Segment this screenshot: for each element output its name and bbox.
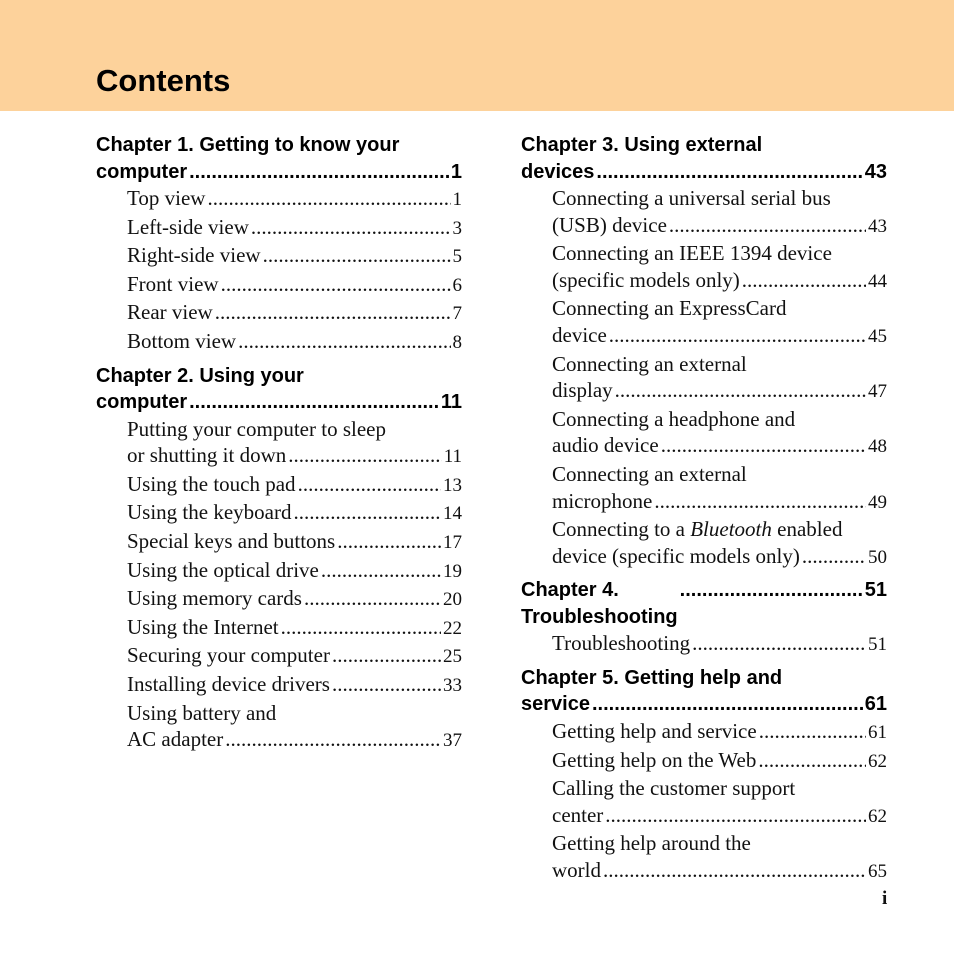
dot-leader xyxy=(592,691,863,718)
toc-entry[interactable] xyxy=(552,830,887,885)
toc-entry[interactable] xyxy=(127,614,462,643)
dot-leader xyxy=(332,642,441,669)
toc-entry-row[interactable] xyxy=(552,267,887,296)
dot-leader xyxy=(596,159,862,186)
toc-entry-list xyxy=(521,630,887,659)
toc-entry[interactable] xyxy=(127,299,462,328)
toc-entry-text: Installing device drivers xyxy=(127,671,330,696)
toc-entry-row[interactable] xyxy=(552,432,887,461)
toc-entry-text: Using memory cards xyxy=(127,586,302,611)
chapter-page-number: 1 xyxy=(450,160,462,183)
dot-leader xyxy=(802,543,866,570)
chapter-page-number: 43 xyxy=(864,160,887,183)
toc-entry-page: 17 xyxy=(443,531,462,553)
dot-leader xyxy=(221,271,451,298)
chapter-page-number: 61 xyxy=(864,693,887,716)
toc-entry-page: 50 xyxy=(868,546,887,568)
toc-entry[interactable] xyxy=(127,700,462,755)
toc-entry[interactable] xyxy=(127,557,462,586)
toc-entry-text: (USB) device xyxy=(552,212,667,237)
toc-entry-row[interactable] xyxy=(127,214,462,243)
toc-entry-row[interactable] xyxy=(552,322,887,351)
toc-entry[interactable] xyxy=(127,585,462,614)
toc-entry-row[interactable] xyxy=(552,488,887,517)
toc-entry-line: Calling the customer support xyxy=(552,776,796,801)
toc-entry-line: Connecting a headphone and xyxy=(552,406,796,431)
dot-leader xyxy=(758,747,866,774)
toc-entry-page: 44 xyxy=(868,270,887,292)
dot-leader xyxy=(281,614,441,641)
toc-entry-page: 51 xyxy=(868,634,887,656)
toc-entry[interactable] xyxy=(552,516,887,571)
chapter-title-row[interactable] xyxy=(96,159,462,186)
chapter-heading[interactable] xyxy=(521,577,887,630)
toc-entry[interactable] xyxy=(127,471,462,500)
toc-entry-row[interactable] xyxy=(127,242,462,271)
dot-leader xyxy=(288,442,441,469)
toc-entry-page: 62 xyxy=(868,805,887,827)
toc-entry-page: 49 xyxy=(868,491,887,513)
toc-entry-text: world xyxy=(552,857,601,882)
dot-leader xyxy=(603,857,866,884)
dot-leader xyxy=(298,471,441,498)
toc-entry-list xyxy=(521,185,887,571)
toc-entry-row[interactable] xyxy=(552,377,887,406)
toc-entry-row[interactable] xyxy=(552,543,887,572)
toc-entry[interactable] xyxy=(127,642,462,671)
toc-entry-page: 45 xyxy=(868,325,887,347)
chapter-heading[interactable] xyxy=(521,132,887,185)
toc-entry-text: device xyxy=(552,322,607,347)
toc-entry-row[interactable] xyxy=(127,328,462,357)
toc-entry-text: (specific models only) xyxy=(552,267,740,292)
dot-leader xyxy=(692,630,866,657)
dot-leader xyxy=(609,322,866,349)
toc-entry[interactable] xyxy=(552,351,887,406)
toc-entry-row[interactable] xyxy=(127,528,462,557)
dot-leader xyxy=(293,499,441,526)
toc-entry-row[interactable] xyxy=(127,726,462,755)
toc-entry-page: 3 xyxy=(452,217,462,239)
toc-entry-page: 62 xyxy=(868,750,887,772)
toc-entry[interactable] xyxy=(127,528,462,557)
chapter-page-number: 11 xyxy=(440,391,462,414)
chapter-title-line: Chapter 5. Getting help and xyxy=(521,666,783,689)
toc-entry-text: Right-side view xyxy=(127,243,261,268)
toc-entry-text: Bottom view xyxy=(127,328,237,353)
toc-entry-text: Special keys and buttons xyxy=(127,528,336,553)
toc-entry[interactable] xyxy=(552,775,887,830)
chapter-section xyxy=(96,363,462,755)
dot-leader xyxy=(238,328,450,355)
chapter-heading[interactable] xyxy=(96,132,462,185)
toc-entry[interactable] xyxy=(552,630,887,659)
toc-entry-page: 7 xyxy=(452,303,462,325)
toc-entry[interactable] xyxy=(552,461,887,516)
toc-entry-row[interactable] xyxy=(127,499,462,528)
toc-entry[interactable] xyxy=(552,747,887,776)
toc-entry-row[interactable] xyxy=(127,614,462,643)
dot-leader xyxy=(680,577,863,604)
toc-entry-text: audio device xyxy=(552,433,659,458)
toc-entry-line: Connecting a universal serial bus xyxy=(552,186,831,210)
toc-entry-page: 1 xyxy=(452,189,462,210)
toc-entry-page: 14 xyxy=(443,503,462,525)
toc-column-left xyxy=(96,132,462,761)
toc-entry[interactable] xyxy=(127,214,462,243)
chapter-page-number: 51 xyxy=(864,579,887,602)
toc-entry-row[interactable] xyxy=(127,671,462,700)
dot-leader xyxy=(321,557,441,584)
toc-entry-text: Left-side view xyxy=(127,214,249,239)
chapter-title-line: Chapter 3. Using external xyxy=(521,134,763,156)
chapter-title-text: computer xyxy=(96,391,188,414)
page-title: Contents xyxy=(96,63,231,98)
toc-entry-row[interactable] xyxy=(552,802,887,831)
dot-leader xyxy=(251,214,451,241)
chapter-heading[interactable] xyxy=(521,665,887,718)
chapter-heading[interactable] xyxy=(96,363,462,416)
toc-entry-row[interactable] xyxy=(127,185,462,214)
toc-entry-page: 8 xyxy=(452,331,462,353)
chapter-section xyxy=(521,577,887,659)
toc-entry[interactable] xyxy=(127,328,462,357)
toc-entry[interactable] xyxy=(127,416,462,471)
toc-entry-page: 20 xyxy=(443,589,462,611)
dot-leader xyxy=(225,726,441,753)
toc-entry-page: 61 xyxy=(868,721,887,743)
toc-entry-page: 11 xyxy=(443,446,462,468)
chapter-section xyxy=(521,665,887,886)
toc-entry-list xyxy=(96,185,462,357)
dot-leader xyxy=(215,299,451,326)
dot-leader xyxy=(669,212,866,239)
toc-entry-row[interactable] xyxy=(552,630,887,659)
toc-entry-text: Getting help and service xyxy=(552,718,757,743)
chapter-title-line: Chapter 1. Getting to know your xyxy=(96,134,400,156)
dot-leader xyxy=(332,671,441,698)
toc-entry-text: Using the optical drive xyxy=(127,557,319,582)
toc-entry-row[interactable] xyxy=(552,718,887,747)
toc-entry[interactable] xyxy=(552,240,887,295)
chapter-section xyxy=(96,132,462,357)
toc-entry-page: 22 xyxy=(443,617,462,639)
toc-entry-text: device (specific models only) xyxy=(552,543,800,568)
chapter-title-row[interactable] xyxy=(96,389,462,416)
toc-entry[interactable] xyxy=(127,671,462,700)
toc-entry-text: Using the Internet xyxy=(127,614,279,639)
dot-leader xyxy=(337,528,441,555)
dot-leader xyxy=(207,185,450,212)
toc-entry[interactable] xyxy=(552,406,887,461)
toc-entry-text: Using the touch pad xyxy=(127,471,296,496)
toc-entry-line: Using battery and xyxy=(127,700,277,725)
dot-leader xyxy=(759,718,866,745)
toc-entry-line: Connecting an IEEE 1394 device xyxy=(552,241,832,266)
toc-entry-text: Getting help on the Web xyxy=(552,747,757,772)
toc-entry-list xyxy=(521,718,887,886)
toc-entry-line: Connecting an external xyxy=(552,461,747,486)
toc-entry-page: 65 xyxy=(868,860,887,882)
page-number: i xyxy=(882,888,888,909)
toc-entry-row[interactable] xyxy=(127,471,462,500)
toc-entry-text: Front view xyxy=(127,271,219,296)
toc-entry-line: Connecting an ExpressCard xyxy=(552,296,787,321)
toc-entry-row[interactable] xyxy=(127,442,462,471)
chapter-section xyxy=(521,132,887,571)
toc-entry-row[interactable] xyxy=(127,585,462,614)
toc-entry[interactable] xyxy=(127,271,462,300)
toc-entry-line: Putting your computer to sleep xyxy=(127,416,386,441)
toc-entry-row[interactable] xyxy=(127,299,462,328)
toc-entry-page: 19 xyxy=(443,560,462,582)
toc-entry-page: 47 xyxy=(868,381,887,403)
chapter-title-text: service xyxy=(521,693,590,716)
toc-entry-row[interactable] xyxy=(127,271,462,300)
toc-entry-page: 48 xyxy=(868,436,887,458)
toc-entry-line: Getting help around the xyxy=(552,831,751,856)
dot-leader xyxy=(654,488,866,515)
toc-entry-list xyxy=(96,416,462,755)
dot-leader xyxy=(615,377,866,404)
toc-entry-text: Top view xyxy=(127,186,206,210)
toc-entry-text: or shutting it down xyxy=(127,443,287,468)
toc-entry-page: 33 xyxy=(443,674,462,696)
chapter-title-row[interactable] xyxy=(521,691,887,718)
toc-entry-page: 13 xyxy=(443,474,462,496)
toc-entry-line: Connecting to a Bluetooth enabled xyxy=(552,517,843,542)
toc-entry[interactable] xyxy=(552,185,887,240)
toc-entry-text: Troubleshooting xyxy=(552,631,691,656)
toc-entry-page: 5 xyxy=(452,246,462,268)
toc-entry-page: 37 xyxy=(443,730,462,752)
toc-column-right xyxy=(521,132,887,891)
toc-entry-page: 43 xyxy=(868,215,887,237)
toc-entry-row[interactable] xyxy=(552,747,887,776)
chapter-title-row[interactable] xyxy=(521,159,887,186)
toc-entry-page: 25 xyxy=(443,646,462,668)
toc-entry-text: Rear view xyxy=(127,300,213,325)
chapter-title-line: Chapter 2. Using your xyxy=(96,364,304,387)
toc-entry[interactable] xyxy=(552,295,887,350)
dot-leader xyxy=(605,802,866,829)
toc-entry-text: center xyxy=(552,802,604,827)
toc-entry[interactable] xyxy=(552,718,887,747)
toc-entry-line: Connecting an external xyxy=(552,351,747,376)
toc-entry-text: microphone xyxy=(552,488,653,513)
toc-entry[interactable] xyxy=(127,185,462,214)
toc-entry-text: display xyxy=(552,378,613,403)
chapter-title-text: computer xyxy=(96,160,188,183)
toc-entry[interactable] xyxy=(127,499,462,528)
toc-entry-row[interactable] xyxy=(552,212,887,241)
toc-entry-page: 6 xyxy=(452,274,462,296)
dot-leader xyxy=(263,242,451,269)
chapter-title-row[interactable] xyxy=(521,577,887,630)
toc-entry-text: AC adapter xyxy=(127,727,224,752)
dot-leader xyxy=(742,267,866,294)
toc-entry-row[interactable] xyxy=(552,857,887,886)
toc-entry-text: Using the keyboard xyxy=(127,500,292,525)
toc-entry-row[interactable] xyxy=(127,642,462,671)
dot-leader xyxy=(304,585,441,612)
dot-leader xyxy=(189,389,439,416)
dot-leader xyxy=(189,159,449,186)
toc-entry-row[interactable] xyxy=(127,557,462,586)
toc-entry-text: Securing your computer xyxy=(127,643,330,668)
toc-entry[interactable] xyxy=(127,242,462,271)
chapter-title-text: devices xyxy=(521,160,595,183)
chapter-title-text: Chapter 4. Troubleshooting xyxy=(521,579,678,628)
dot-leader xyxy=(661,432,866,459)
